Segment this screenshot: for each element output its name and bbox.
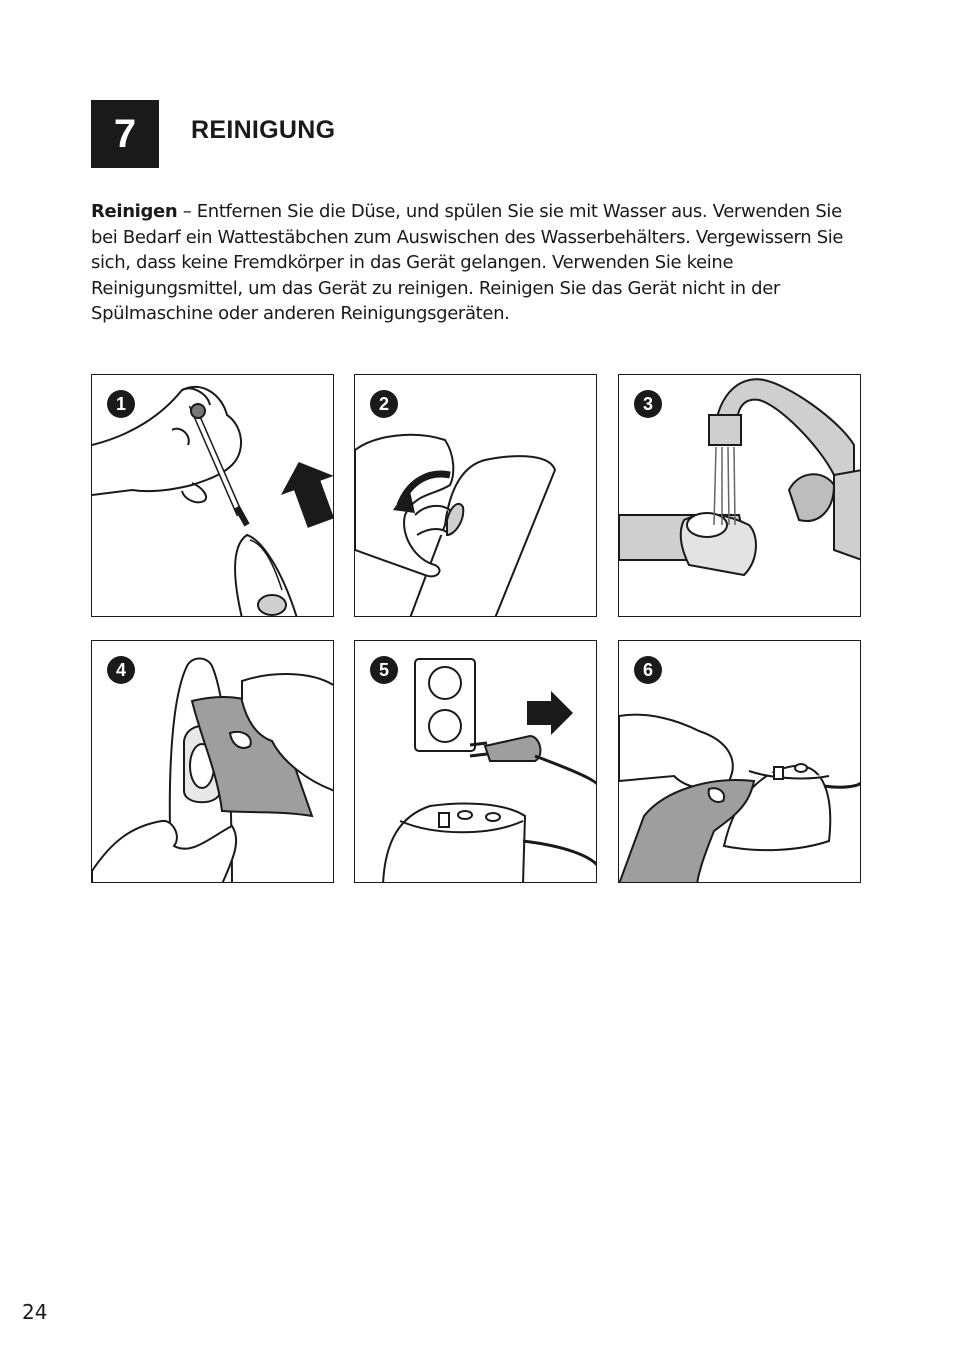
chapter-number: 7 (113, 111, 137, 156)
chapter-title: REINIGUNG (191, 116, 336, 144)
illustration-step-3 (618, 374, 861, 617)
chapter-number-box (91, 100, 159, 168)
page-number: 24 (22, 1300, 48, 1324)
step-badge-6: 6 (634, 656, 662, 684)
paragraph-lead: Reinigen (91, 201, 178, 222)
illustration-step-6 (618, 640, 861, 883)
step-badge-4: 4 (107, 656, 135, 684)
paragraph-text: – Entfernen Sie die Düse, und spülen Sie sie mit Wasser aus. Verwenden Sie bei Bedarf ein Wattestäbchen zum Auswischen des Wasserbehälters. Vergewissern Sie sich, dass keine Fremdkörper in das Gerät gelangen. Verwenden Sie keine Reinigungsmittel, um das Gerät zu reinigen. Reinigen Sie das Gerät nicht in der Spülmaschine oder anderen Reinigungsgeräten. (91, 201, 844, 324)
illustration-step-5 (354, 640, 597, 883)
step-badge-2: 2 (370, 390, 398, 418)
illustration-step-4 (91, 640, 334, 883)
cleaning-paragraph (91, 199, 863, 327)
step-badge-3: 3 (634, 390, 662, 418)
step-badge-5: 5 (370, 656, 398, 684)
illustration-step-2 (354, 374, 597, 617)
illustration-step-1 (91, 374, 334, 617)
step-badge-1: 1 (107, 390, 135, 418)
